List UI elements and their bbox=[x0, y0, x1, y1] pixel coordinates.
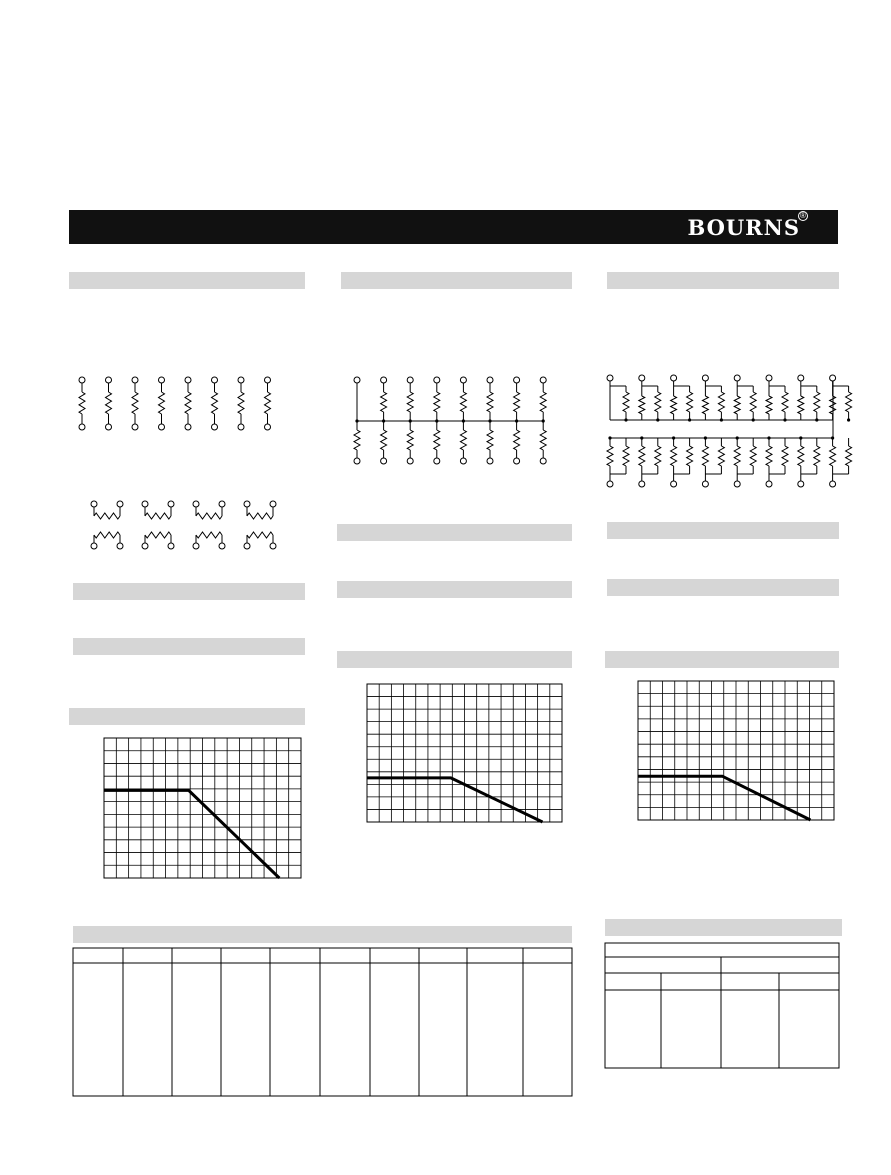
resistor-symbol bbox=[434, 430, 440, 450]
junction-dot bbox=[799, 436, 802, 439]
terminal bbox=[117, 501, 123, 507]
resistor-symbol bbox=[145, 513, 171, 519]
terminal bbox=[798, 481, 804, 487]
terminal bbox=[671, 481, 677, 487]
resistor-symbol bbox=[718, 392, 724, 412]
terminal bbox=[540, 458, 546, 464]
junction-dot bbox=[720, 418, 723, 421]
terminal bbox=[434, 458, 440, 464]
terminal bbox=[460, 377, 466, 383]
terminal bbox=[185, 424, 191, 430]
terminal bbox=[238, 424, 244, 430]
resistor-symbol bbox=[766, 396, 772, 414]
resistor-symbol bbox=[381, 392, 387, 412]
resistor-symbol bbox=[212, 392, 218, 414]
resistor-symbol bbox=[196, 532, 222, 538]
terminal bbox=[830, 481, 836, 487]
junction-dot bbox=[736, 436, 739, 439]
terminal bbox=[407, 458, 413, 464]
terminal bbox=[132, 424, 138, 430]
resistor-symbol bbox=[145, 532, 171, 538]
terminal bbox=[766, 375, 772, 381]
junction-dot bbox=[640, 436, 643, 439]
terminal bbox=[106, 424, 112, 430]
resistor-symbol bbox=[540, 392, 546, 412]
resistor-symbol bbox=[487, 392, 493, 412]
resistor-symbol bbox=[265, 392, 271, 414]
resistor-symbol bbox=[718, 446, 724, 466]
terminal bbox=[212, 377, 218, 383]
junction-dot bbox=[608, 436, 611, 439]
resistor-symbol bbox=[814, 392, 820, 412]
terminal bbox=[79, 377, 85, 383]
resistor-symbol bbox=[687, 392, 693, 412]
terminal bbox=[407, 377, 413, 383]
resistor-symbol bbox=[846, 446, 852, 466]
terminal bbox=[244, 501, 250, 507]
terminal bbox=[460, 458, 466, 464]
terminal bbox=[106, 377, 112, 383]
terminal bbox=[168, 543, 174, 549]
resistor-symbol bbox=[782, 392, 788, 412]
resistor-symbol bbox=[846, 392, 852, 412]
terminal bbox=[639, 375, 645, 381]
terminal bbox=[702, 375, 708, 381]
resistor-symbol bbox=[639, 396, 645, 414]
resistor-symbol bbox=[607, 446, 613, 466]
resistor-symbol bbox=[830, 446, 836, 466]
junction-dot bbox=[783, 418, 786, 421]
junction-dot bbox=[656, 418, 659, 421]
resistor-symbol bbox=[702, 446, 708, 466]
resistor-symbol bbox=[159, 392, 165, 414]
resistor-symbol bbox=[655, 392, 661, 412]
resistor-symbol bbox=[132, 392, 138, 414]
terminal bbox=[514, 458, 520, 464]
junction-dot bbox=[688, 418, 691, 421]
resistor-symbol bbox=[750, 446, 756, 466]
terminal bbox=[219, 501, 225, 507]
resistor-symbol bbox=[623, 392, 629, 412]
resistor-symbol bbox=[460, 392, 466, 412]
junction-dot bbox=[847, 418, 850, 421]
terminal bbox=[185, 377, 191, 383]
terminal bbox=[193, 543, 199, 549]
table-frame bbox=[73, 948, 572, 1096]
terminal bbox=[265, 377, 271, 383]
terminal bbox=[142, 501, 148, 507]
terminal bbox=[132, 377, 138, 383]
terminal bbox=[639, 481, 645, 487]
terminal bbox=[354, 458, 360, 464]
resistor-symbol bbox=[487, 430, 493, 450]
table-frame bbox=[605, 943, 839, 1068]
terminal bbox=[244, 543, 250, 549]
resistor-symbol bbox=[460, 430, 466, 450]
terminal bbox=[798, 375, 804, 381]
junction-dot bbox=[815, 418, 818, 421]
terminal bbox=[487, 458, 493, 464]
terminal bbox=[381, 458, 387, 464]
terminal bbox=[607, 375, 613, 381]
terminal bbox=[238, 377, 244, 383]
resistor-symbol bbox=[79, 392, 85, 414]
resistor-symbol bbox=[814, 446, 820, 466]
resistor-symbol bbox=[185, 392, 191, 414]
terminal bbox=[830, 375, 836, 381]
resistor-symbol bbox=[750, 392, 756, 412]
terminal bbox=[117, 543, 123, 549]
resistor-symbol bbox=[407, 392, 413, 412]
junction-dot bbox=[767, 436, 770, 439]
terminal bbox=[265, 424, 271, 430]
resistor-symbol bbox=[702, 396, 708, 414]
resistor-symbol bbox=[247, 532, 273, 538]
resistor-symbol bbox=[94, 513, 120, 519]
terminal bbox=[702, 481, 708, 487]
resistor-symbol bbox=[247, 513, 273, 519]
junction-dot bbox=[704, 436, 707, 439]
resistor-symbol bbox=[106, 392, 112, 414]
resistor-symbol bbox=[354, 430, 360, 450]
resistor-symbol bbox=[623, 446, 629, 466]
resistor-symbol bbox=[238, 392, 244, 414]
resistor-symbol bbox=[687, 446, 693, 466]
junction-dot bbox=[624, 418, 627, 421]
terminal bbox=[79, 424, 85, 430]
terminal bbox=[734, 375, 740, 381]
resistor-symbol bbox=[734, 396, 740, 414]
terminal bbox=[219, 543, 225, 549]
terminal bbox=[766, 481, 772, 487]
resistor-symbol bbox=[514, 430, 520, 450]
terminal bbox=[159, 377, 165, 383]
registered-mark: ® bbox=[798, 211, 808, 221]
terminal bbox=[487, 377, 493, 383]
terminal bbox=[270, 501, 276, 507]
resistor-symbol bbox=[514, 392, 520, 412]
terminal bbox=[270, 543, 276, 549]
terminal bbox=[514, 377, 520, 383]
resistor-symbol bbox=[782, 446, 788, 466]
resistor-symbol bbox=[540, 430, 546, 450]
terminal bbox=[671, 375, 677, 381]
terminal bbox=[607, 481, 613, 487]
terminal bbox=[381, 377, 387, 383]
terminal bbox=[434, 377, 440, 383]
terminal bbox=[540, 377, 546, 383]
resistor-symbol bbox=[671, 446, 677, 466]
bourns-logo: BOURNS bbox=[687, 215, 800, 240]
terminal bbox=[193, 501, 199, 507]
terminal bbox=[734, 481, 740, 487]
resistor-symbol bbox=[639, 446, 645, 466]
resistor-symbol bbox=[734, 446, 740, 466]
junction-dot bbox=[672, 436, 675, 439]
terminal bbox=[354, 377, 360, 383]
resistor-symbol bbox=[798, 446, 804, 466]
resistor-symbol bbox=[381, 430, 387, 450]
resistor-symbol bbox=[830, 396, 836, 414]
junction-dot bbox=[752, 418, 755, 421]
resistor-symbol bbox=[434, 392, 440, 412]
resistor-symbol bbox=[196, 513, 222, 519]
terminal bbox=[159, 424, 165, 430]
resistor-symbol bbox=[94, 532, 120, 538]
terminal bbox=[212, 424, 218, 430]
resistor-symbol bbox=[798, 396, 804, 414]
resistor-symbol bbox=[655, 446, 661, 466]
terminal bbox=[91, 501, 97, 507]
resistor-symbol bbox=[407, 430, 413, 450]
resistor-symbol bbox=[671, 396, 677, 414]
terminal bbox=[91, 543, 97, 549]
terminal bbox=[142, 543, 148, 549]
terminal bbox=[168, 501, 174, 507]
junction-dot bbox=[831, 436, 834, 439]
resistor-symbol bbox=[766, 446, 772, 466]
